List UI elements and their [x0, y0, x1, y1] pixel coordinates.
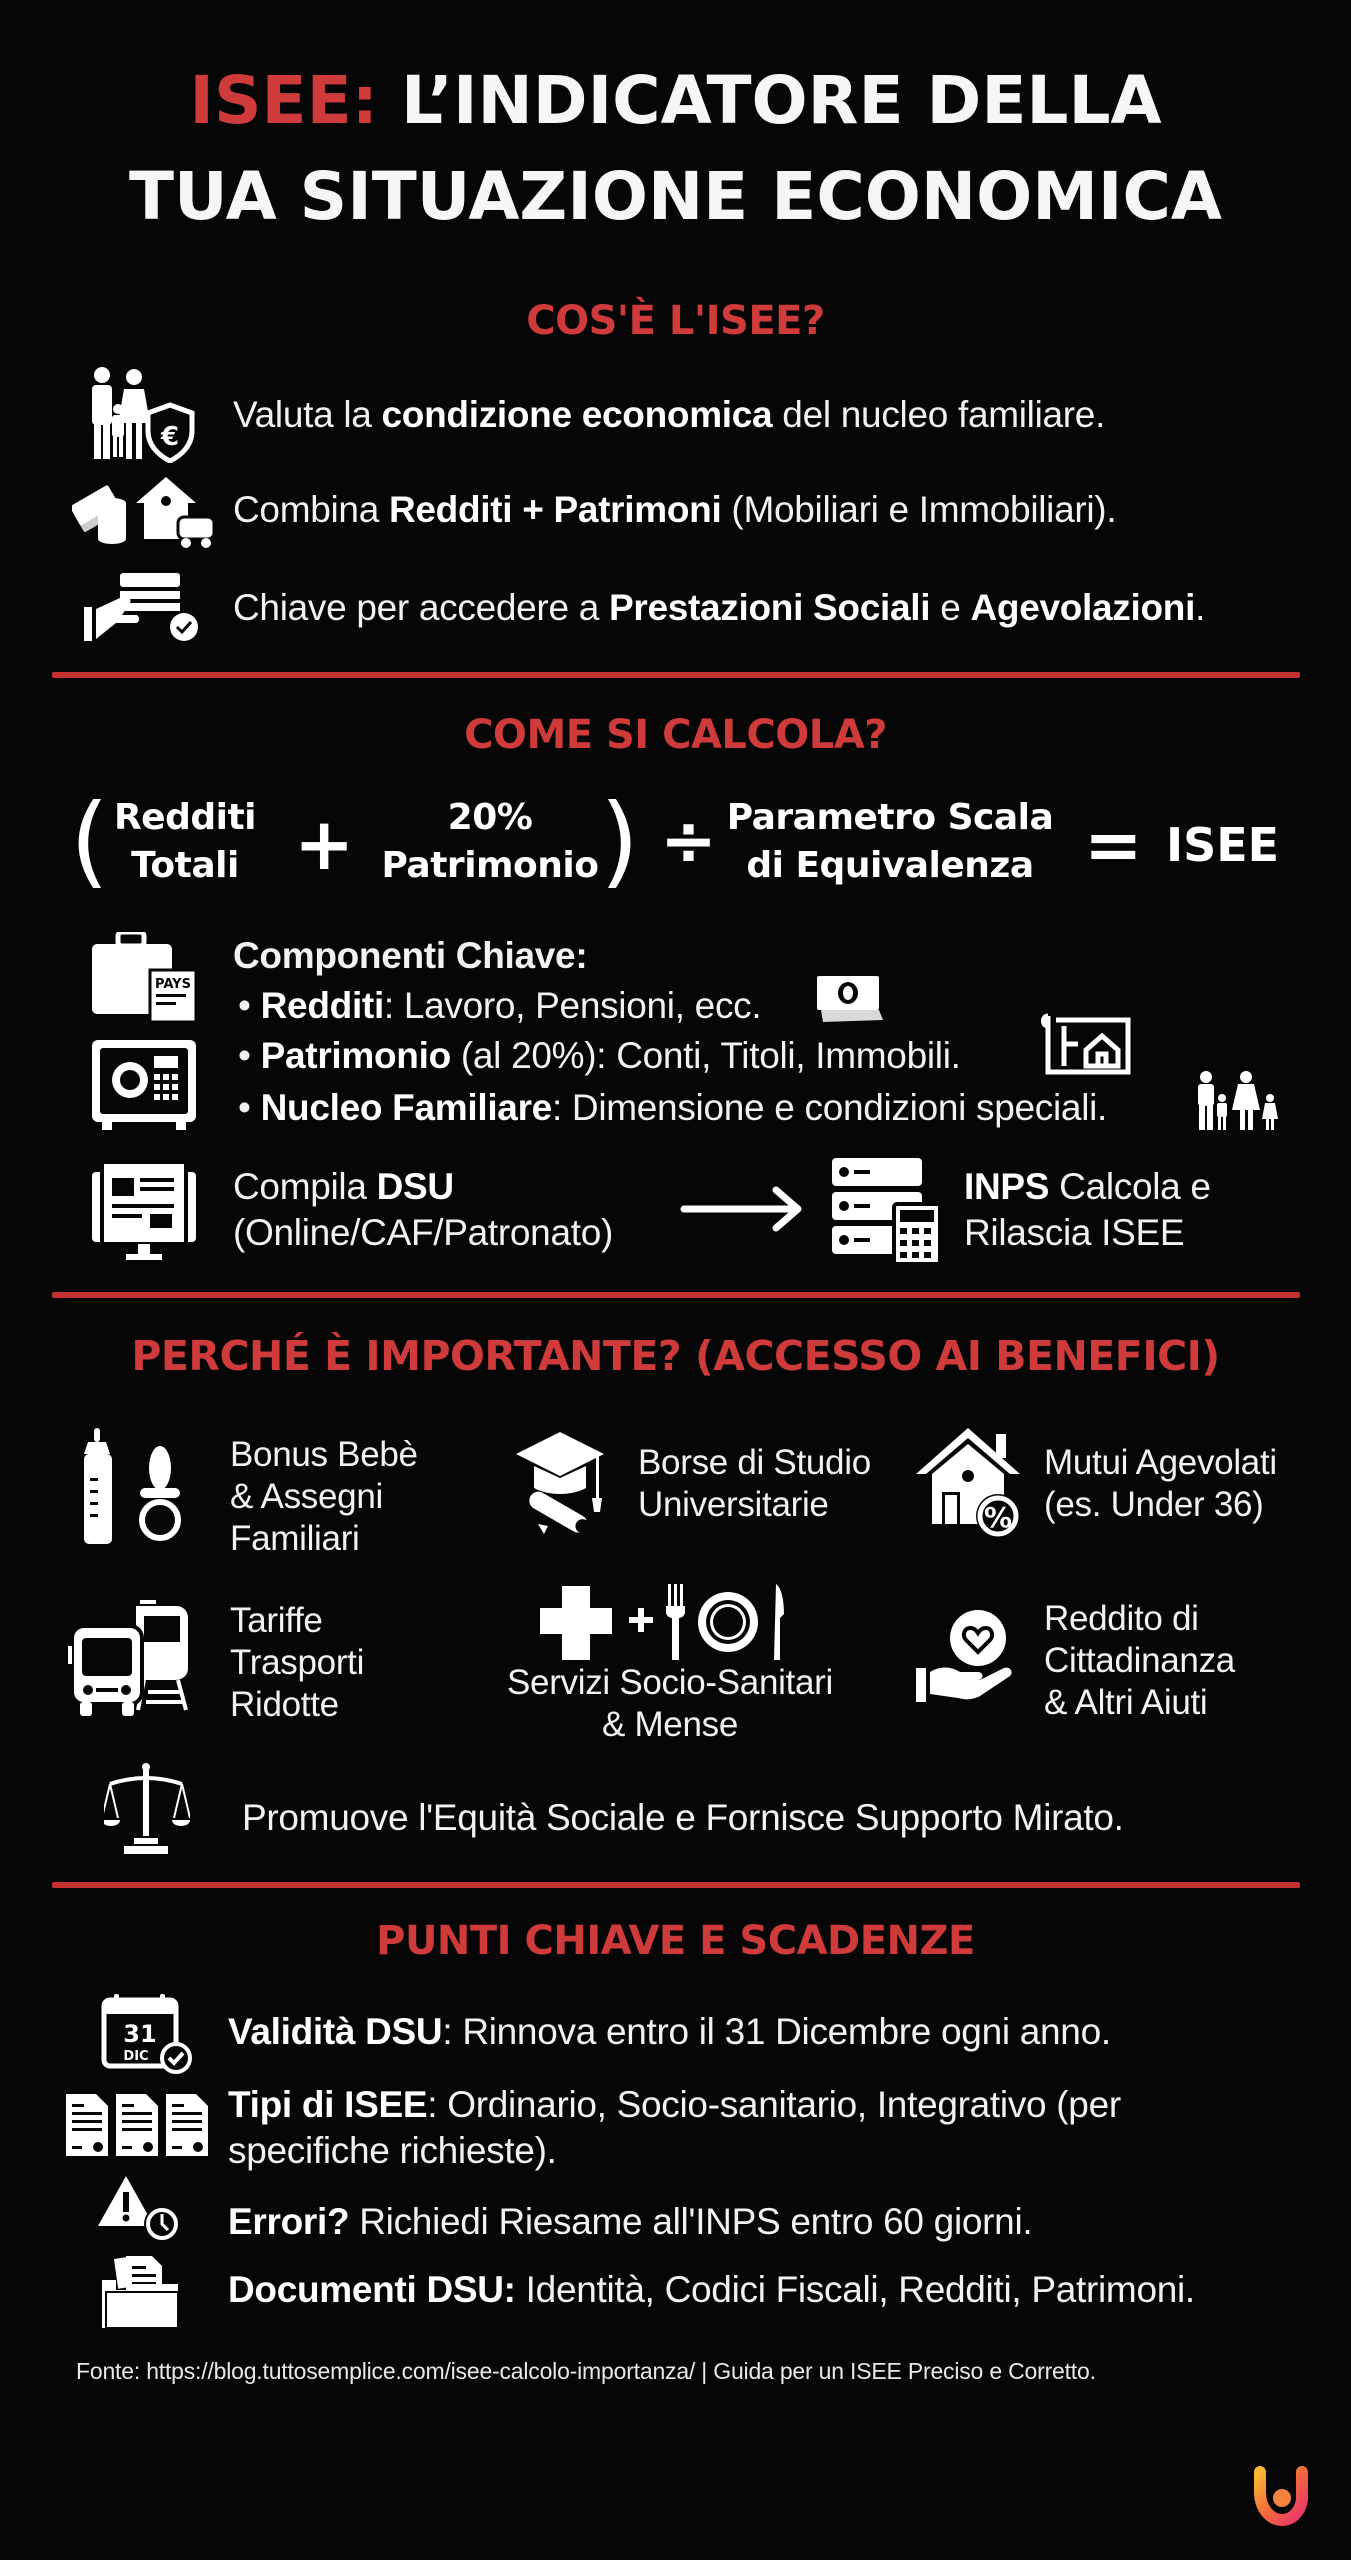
what-item-2-bold: Redditi + Patrimoni — [388, 489, 722, 530]
what-item-1-pre: Valuta la — [233, 394, 382, 435]
benefit-5-line-1: Servizi Socio-Sanitari — [506, 1663, 834, 1702]
process-step-inps — [964, 1164, 1211, 1256]
component-redditi — [238, 984, 761, 1028]
house-percent-icon — [916, 1428, 1028, 1540]
key-1-bold: Validità DSU — [228, 2011, 443, 2052]
component-nucleo-bold: Nucleo Familiare — [260, 1087, 552, 1128]
what-item-3-bold: Prestazioni Sociali — [608, 587, 931, 628]
divider-1 — [52, 672, 1300, 678]
process-step2-rest: Calcola e — [1049, 1166, 1211, 1207]
benefit-3-line-1: Mutui Agevolati — [1044, 1443, 1277, 1482]
formula-term-redditi — [110, 794, 260, 890]
hand-heart-icon — [916, 1606, 1020, 1706]
baby-bottle-pacifier-icon — [82, 1428, 190, 1546]
key-4-rest: Identità, Codici Fiscali, Redditi, Patrimoni. — [515, 2269, 1195, 2310]
what-item-3-post: . — [1195, 587, 1206, 628]
what-item-1-bold: condizione economica — [381, 394, 773, 435]
svg-text:DIC: DIC — [123, 2049, 149, 2064]
key-2-line2: specifiche richieste). — [228, 2130, 557, 2171]
component-patrimonio-rest: (al 20%): Conti, Titoli, Immobili. — [450, 1035, 961, 1076]
section-title-what: COS'È L'ISEE? — [526, 298, 825, 344]
title-line1-rest: L’INDICATORE DELLA — [401, 62, 1162, 139]
process-step1-pre: Compila — [233, 1166, 377, 1207]
what-item-3-pre: Chiave per accedere a — [233, 587, 609, 628]
formula-term-parametro — [720, 794, 1060, 890]
what-item-2-pre: Combina — [233, 489, 389, 530]
formula-result: ISEE — [1166, 818, 1280, 872]
component-patrimonio — [238, 1034, 961, 1078]
what-item-2 — [233, 488, 1116, 532]
brand-logo-icon — [1252, 2464, 1312, 2531]
key-3-rest: Richiedi Riesame all'INPS entro 60 giorni. — [349, 2201, 1033, 2242]
bus-train-icon — [68, 1596, 204, 1720]
benefit-3-line-2: (es. Under 36) — [1044, 1485, 1264, 1524]
component-redditi-rest: : Lavoro, Pensioni, ecc. — [383, 985, 762, 1026]
component-nucleo — [238, 1086, 1107, 1130]
benefit-mutui — [1044, 1442, 1277, 1526]
benefit-1-line-1: Bonus Bebè — [230, 1435, 418, 1474]
page-title-line1 — [0, 62, 1351, 140]
process-step2-line2: Rilascia ISEE — [964, 1212, 1185, 1253]
formula-term3-line2: di Equivalenza — [746, 845, 1034, 886]
equity-statement: Promuove l'Equità Sociale e Fornisce Supporto Mirato. — [242, 1797, 1124, 1838]
key-2-bold: Tipi di ISEE — [228, 2084, 428, 2125]
svg-text:%: % — [983, 1501, 1013, 1534]
house-blueprint-icon — [1040, 1012, 1132, 1078]
key-2-rest: : Ordinario, Socio-sanitario, Integrativo (per — [427, 2084, 1121, 2125]
section-title-why: PERCHÉ È IMPORTANTE? (ACCESSO AI BENEFICI) — [131, 1332, 1220, 1380]
benefit-6-line-2: Cittadinanza — [1044, 1641, 1235, 1680]
formula-term-patrimonio — [370, 794, 610, 890]
benefit-6-line-1: Reddito di — [1044, 1599, 1199, 1638]
what-item-1 — [233, 393, 1105, 437]
process-step-compile — [233, 1164, 613, 1256]
formula-term2-line2: Patrimonio — [381, 845, 599, 886]
benefit-tariffe-trasporti — [230, 1600, 364, 1726]
money-house-car-icon — [72, 473, 217, 549]
briefcase-payslip-icon — [92, 932, 198, 1024]
benefit-2-line-2: Universitarie — [638, 1485, 829, 1524]
scales-of-justice-icon — [104, 1762, 190, 1856]
benefit-bonus-bebe — [230, 1434, 418, 1560]
key-tipi-isee — [228, 2082, 1121, 2174]
key-4-bold: Documenti DSU: — [228, 2269, 516, 2310]
benefit-2-line-1: Borse di Studio — [638, 1443, 871, 1482]
benefit-1-line-2: & Assegni — [230, 1477, 383, 1516]
key-errori — [228, 2200, 1032, 2244]
family-shield-euro-icon — [86, 365, 198, 463]
formula-term1-line1: Redditi — [113, 797, 257, 838]
warning-clock-icon — [98, 2176, 182, 2244]
benefit-borse-studio — [638, 1442, 871, 1526]
what-item-1-post: del nucleo familiare. — [772, 394, 1106, 435]
formula-term2-line1: 20% — [447, 797, 533, 838]
benefit-4-line-2: Trasporti — [230, 1643, 365, 1682]
svg-text:PAYS: PAYS — [155, 977, 191, 992]
key-3-bold: Errori? — [228, 2201, 350, 2242]
key-1-rest: : Rinnova entro il 31 Dicembre ogni anno. — [442, 2011, 1111, 2052]
computer-form-icon — [92, 1160, 196, 1264]
family-icon — [1194, 1070, 1280, 1132]
section-title-calc: COME SI CALCOLA? — [464, 712, 887, 758]
formula-close-paren: ) — [600, 782, 640, 899]
benefit-1-line-3: Familiari — [230, 1519, 360, 1558]
formula-term1-line2: Totali — [131, 845, 239, 886]
banknotes-icon — [815, 974, 885, 1024]
benefit-5-line-2: & Mense — [601, 1705, 739, 1744]
key-documenti-dsu — [228, 2268, 1195, 2312]
folder-documents-icon — [102, 2256, 182, 2328]
process-step1-bold: DSU — [376, 1166, 454, 1207]
formula — [0, 782, 1351, 900]
bullet: • — [238, 985, 261, 1026]
server-calculator-icon — [832, 1158, 942, 1264]
process-step1-line2: (Online/CAF/Patronato) — [233, 1212, 614, 1253]
formula-plus: + — [294, 802, 355, 886]
benefit-servizi-socio-sanitari — [470, 1662, 870, 1746]
what-item-2-post: (Mobiliari e Immobiliari). — [721, 489, 1117, 530]
hand-card-check-icon — [84, 573, 202, 643]
arrow-right-icon — [680, 1184, 804, 1239]
what-item-3 — [233, 586, 1205, 630]
benefit-4-line-3: Ridotte — [230, 1685, 339, 1724]
process-step2-bold: INPS — [964, 1166, 1050, 1207]
formula-term3-line1: Parametro Scala — [726, 797, 1054, 838]
calendar-check-icon — [100, 1994, 196, 2078]
components-title: Componenti Chiave: — [233, 935, 588, 976]
formula-open-paren: ( — [70, 782, 110, 899]
component-nucleo-rest: : Dimensione e condizioni speciali. — [551, 1087, 1108, 1128]
title-accent: ISEE: — [189, 62, 379, 139]
benefit-reddito-cittadinanza — [1044, 1598, 1235, 1724]
benefit-4-line-1: Tariffe — [230, 1601, 323, 1640]
medical-cross-plate-icon — [540, 1582, 802, 1664]
source-footer: Fonte: https://blog.tuttosemplice.com/isee-calcolo-importanza/ | Guida per un ISEE Preciso e Corretto. — [76, 2358, 1096, 2384]
formula-divide: ÷ — [660, 802, 717, 881]
bullet: • — [238, 1035, 261, 1076]
svg-text:31: 31 — [123, 2020, 157, 2048]
section-title-keys: PUNTI CHIAVE E SCADENZE — [376, 1918, 975, 1964]
benefit-6-line-3: & Altri Aiuti — [1044, 1683, 1208, 1722]
safe-icon — [92, 1040, 196, 1132]
component-patrimonio-bold: Patrimonio — [260, 1035, 451, 1076]
graduation-cap-diploma-icon — [512, 1432, 622, 1536]
page-title-line2: TUA SITUAZIONE ECONOMICA — [129, 158, 1222, 235]
divider-3 — [52, 1882, 1300, 1888]
divider-2 — [52, 1292, 1300, 1298]
formula-equals: = — [1084, 804, 1143, 886]
what-item-3-bold2: Agevolazioni — [970, 587, 1196, 628]
key-validita-dsu — [228, 2010, 1111, 2054]
bullet: • — [238, 1087, 261, 1128]
svg-text:€: € — [160, 422, 180, 452]
documents-icon — [66, 2094, 212, 2156]
what-item-3-mid: e — [930, 587, 971, 628]
component-redditi-bold: Redditi — [260, 985, 384, 1026]
